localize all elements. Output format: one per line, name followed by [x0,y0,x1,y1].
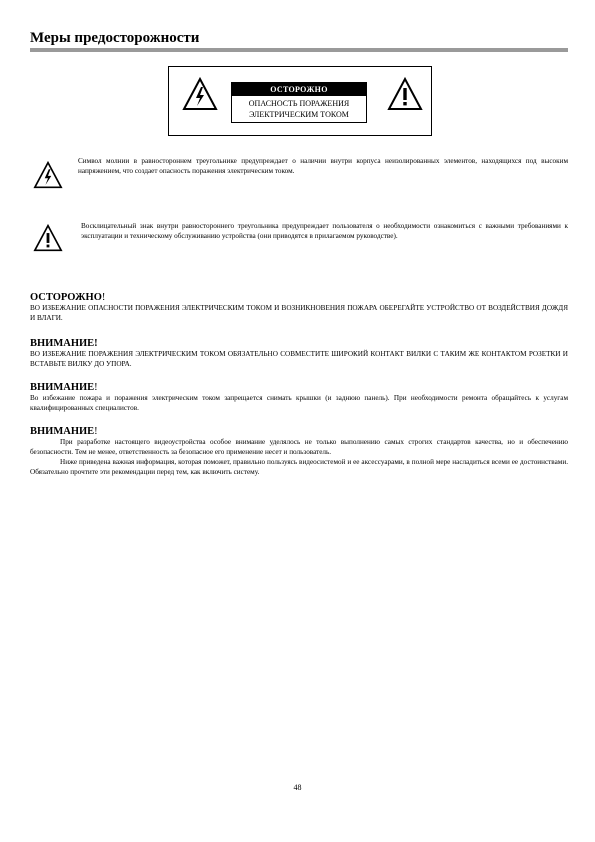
section-heading-text: ВНИМАНИЕ! [30,338,98,349]
section-heading-excl: ! [94,382,98,393]
section-heading [30,382,568,393]
symbol-explanation-exclamation [30,221,568,261]
warning-section-intro [30,426,568,477]
caution-label-header: ОСТОРОЖНО [232,83,366,96]
section-heading [30,426,568,437]
section-heading-excl: ! [101,292,106,303]
page-title: Меры предосторожности [30,30,200,46]
caution-label [231,82,367,123]
section-paragraph: ВО ИЗБЕЖАНИЕ ОПАСНОСТИ ПОРАЖЕНИЯ ЭЛЕКТРИЧЕСКИМ ТОКОМ И ВОЗНИКНОВЕНИЯ ПОЖАРА ОБЕРЕГАЙТЕ УСТРОЙСТВО ОТ ВОЗДЕЙСТВИЯ ДОЖДЯ И ВЛАГИ. [30,304,568,322]
section-heading-text: ВНИМАНИЕ [30,382,95,393]
lightning-symbol-text: Символ молнии в равностороннем треугольнике предупреждает о наличии внутри корпуса неизолированных элементов, находящихся под высоким напряжением, что создает опасность поражения электрическим током. [78,157,568,175]
exclamation-triangle-icon [33,224,63,252]
section-heading-text: ОСТОРОЖНО [30,292,102,303]
section-heading-text: ВНИМАНИЕ [30,426,95,437]
section-heading-excl: ! [94,426,98,437]
warning-section-caution [30,292,568,323]
exclamation-symbol-text: Восклицательный знак внутри равностороннего треугольника предупреждает пользователя о необходимости ознакомиться с важными требованиями к эксплуатации и техническому обслуживанию устройства (они приводятся в прилагаемом руководстве). [81,222,568,240]
lightning-triangle-icon [182,77,218,111]
section-paragraph: Ниже приведена важная информация, которая поможет, правильно пользуясь видеосистемой и ее аксессуарами, в полной мере насладиться всеми ее достоинствами. Обязательно прочтите эти рекомендации перед тем, как включить систему. [30,458,568,476]
section-heading [30,338,568,349]
section-heading [30,292,568,303]
section-paragraph: Во избежание пожара и поражения электрическим током запрещается снимать крышки (и заднюю панель). При необходимости ремонта обращайтесь к услугам квалифицированных специалистов. [30,394,568,412]
section-paragraph: ВО ИЗБЕЖАНИЕ ПОРАЖЕНИЯ ЭЛЕКТРИЧЕСКИМ ТОКОМ ОБЯЗАТЕЛЬНО СОВМЕСТИТЕ ШИРОКИЙ КОНТАКТ ВИЛКИ С ТАКИМ ЖЕ КОНТАКТОМ РОЗЕТКИ И ВСТАВЬТЕ ВИЛКУ ДО УПОРА. [30,350,568,368]
title-divider [30,48,568,52]
warning-section-covers [30,382,568,413]
caution-label-body [232,96,366,122]
section-paragraph: При разработке настоящего видеоустройства особое внимание уделялось не только выполнению самых строгих стандартов качества, но и обеспечению безопасности. Тем не менее, ответственность за безопасное его применение несет и пользователь. [30,438,568,456]
warning-section-plug [30,338,568,369]
exclamation-triangle-icon [387,77,423,111]
lightning-triangle-icon [33,161,63,189]
page-number: 48 [293,783,302,792]
caution-label-line2: ЭЛЕКТРИЧЕСКИМ ТОКОМ [249,110,349,119]
caution-label-line1: ОПАСНОСТЬ ПОРАЖЕНИЯ [248,99,350,108]
symbol-explanation-lightning [30,156,568,196]
caution-label-panel [168,66,432,136]
